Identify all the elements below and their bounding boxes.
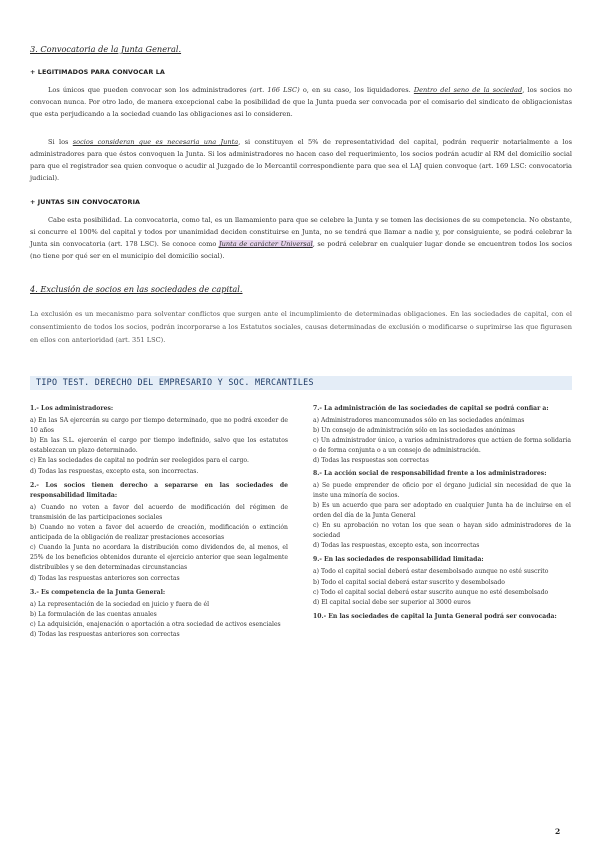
- answer-option: c) Todo el capital social deberá estar suscrito aunque no esté desembolsado: [313, 588, 549, 596]
- page-number: 2: [555, 827, 561, 836]
- text-span: Si los: [48, 138, 73, 146]
- answer-option: a) En las SA ejercerán su cargo por tiempo determinado, que no podrá exceder de 10 años: [30, 417, 288, 435]
- question-text: 10.- En las sociedades de capital la Junta General podrá ser convocada:: [313, 612, 557, 620]
- paragraph-exclusion: La exclusión es un mecanismo para solventar conflictos que surgen ante el incumplimiento de determinadas obligaciones. En las sociedades de capital, con el consentimiento de todos los socios, podrán incorporarse a los Estatutos sociales, causas determinadas de exclusión o modificarse o suprimirse las que figurasen en ellos con anterioridad (art. 351 LSC).: [30, 310, 572, 344]
- paragraph-junta-universal: [30, 214, 572, 262]
- paragraph-socios: [30, 136, 572, 184]
- answer-option: c) En las sociedades de capital no podrán ser reelegidos para el cargo.: [30, 457, 249, 465]
- question-3: [30, 588, 288, 640]
- answer-option: c) En su aprobación no votan los que sean o hayan sido administradores de la sociedad: [313, 522, 571, 540]
- question-text: 2.- Los socios tienen derecho a separarse en las sociedades de responsabilidad limitada:: [30, 481, 288, 499]
- question-text: 1.- Los administradores:: [30, 405, 114, 412]
- text-span: Cabe esta posibilidad. La convocatoria, como tal, es un llamamiento para que se celebre la Junta y se tomen las decisiones de su competencia. No obstante, si concurre el 100% del capital y todos por unanimidad deciden constituirse en Junta, no se tendrá que llamar a nadie y, por consiguiente, se podrá celebrar la Junta sin convocatoria (art. 178 LSC). Se conoce como: [30, 216, 572, 248]
- article-ref: (art. 166 LSC): [249, 86, 300, 94]
- section-4-title: 4. Exclusión de socios en las sociedades de capital.: [30, 284, 243, 294]
- answer-option: b) Cuando no voten a favor del acuerdo de creación, modificación o extinción anticipada de la obligación de realizar prestaciones accesorias: [30, 524, 288, 542]
- question-8: [313, 469, 571, 552]
- answer-option: b) La formulación de las cuentas anuales: [30, 610, 157, 618]
- text-span: Los únicos que pueden convocar son los administradores: [48, 86, 250, 94]
- question-9: [313, 555, 571, 607]
- sin-convocatoria-heading: + JUNTAS SIN CONVOCATORIA: [30, 198, 141, 206]
- text-span: , se podrá celebrar en cualquier lugar donde se encuentren todos los socios (no tiene por qué ser en el municipio del domicilio social).: [30, 240, 572, 260]
- legitimados-heading: + LEGITIMADOS PARA CONVOCAR LA: [30, 68, 165, 76]
- answer-option: d) Todas las respuestas, excepto esta, son incorrectas.: [30, 467, 199, 475]
- question-text: 3.- Es competencia de la Junta General:: [30, 588, 166, 596]
- answer-option: d) El capital social debe ser superior al 3000 euros: [313, 598, 471, 606]
- test-column-left: [30, 402, 288, 640]
- text-span: o, en su caso, los liquidadores.: [299, 86, 414, 94]
- text-span: , si constituyen el 5% de representatividad del capital, podrán requerir notarialmente a los administradores para que éstos convoquen la Junta. Si los administradores no hacen caso del requerimiento, los socios podrán acudir al RM del domicilio social para que el registrador sea quien convoque o acudir al Juzgado de lo Mercantil correspondiente para que sea el LAJ quien convoque (art. 169 LSC: convocatoria judicial).: [30, 138, 572, 182]
- paragraph-legitimados: [30, 84, 572, 120]
- test-title: TIPO TEST. DERECHO DEL EMPRESARIO Y SOC. MERCANTILES: [36, 377, 314, 387]
- answer-option: a) Todo el capital social deberá estar desembolsado aunque no esté suscrito: [313, 568, 549, 576]
- answer-option: a) Administradores mancomunados sólo en las sociedades anónimas: [313, 417, 525, 425]
- answer-option: a) Cuando no voten a favor del acuerdo de modificación del régimen de transmisión de las participaciones sociales: [30, 503, 288, 521]
- answer-option: a) La representación de la sociedad en juicio y fuera de él: [30, 600, 210, 608]
- question-7: [313, 404, 571, 467]
- answer-option: b) Todo el capital social deberá estar suscrito y desembolsado: [313, 578, 505, 586]
- answer-option: c) Cuando la Junta no acordara la distribución como dividendos de, al menos, el 25% de los beneficios obtenidos durante el ejercicio anterior que sean legalmente distribuibles y se den determinadas circunstancias: [30, 544, 288, 572]
- answer-option: b) En las S.L. ejercerán el cargo por tiempo indefinido, salvo que los estatutos establezcan un plazo determinado.: [30, 437, 288, 455]
- question-2: [30, 481, 288, 584]
- highlighted-phrase: Junta de carácter Universal: [218, 240, 313, 248]
- answer-option: c) La adquisición, enajenación o aportación a otra sociedad de activos esenciales: [30, 620, 281, 628]
- question-text: 7.- La administración de las sociedades de capital se podrá confiar a:: [313, 405, 549, 412]
- answer-option: a) Se puede emprender de oficio por el órgano judicial sin necesidad de que la inste una minoría de socios.: [313, 481, 571, 499]
- question-10: [313, 612, 571, 622]
- question-1: [30, 404, 288, 477]
- text-span: , los socios no convocan nunca. Por otro lado, de manera excepcional cabe la posibilidad de que la Junta pueda ser convocada por el comisario del sindicato de obligacionistas que esta perjudicando a la sociedad cuando las obligaciones asi lo consideren.: [30, 86, 572, 118]
- question-text: 8.- La acción social de responsabilidad frente a los administradores:: [313, 469, 547, 477]
- answer-option: b) Es un acuerdo que para ser adoptado en cualquier Junta ha de incluirse en el orden del día de la Junta General: [313, 501, 571, 519]
- answer-option: d) Todas las respuestas anteriores son correctas: [30, 574, 180, 582]
- question-text: 9.- En las sociedades de responsabilidad limitada:: [313, 556, 484, 564]
- answer-option: d) Todas las respuestas anteriores son correctas: [30, 630, 180, 638]
- answer-option: d) Todas las respuestas son correctas: [313, 457, 429, 465]
- answer-option: b) Un consejo de administración sólo en las sociedades anónimas: [313, 427, 516, 435]
- test-column-right: [313, 402, 571, 624]
- answer-option: d) Todas las respuestas, excepto esta, son incorrectas: [313, 542, 480, 550]
- answer-option: c) Un administrador único, a varios administradores que actúen de forma solidaria o de forma conjunta o a un consejo de administración.: [313, 437, 571, 455]
- underlined-phrase: Dentro del seno de la sociedad: [413, 86, 523, 94]
- underlined-phrase: socios consideran que es necesaria una Junta: [72, 138, 239, 146]
- section-3-title: 3. Convocatoria de la Junta General.: [30, 44, 182, 54]
